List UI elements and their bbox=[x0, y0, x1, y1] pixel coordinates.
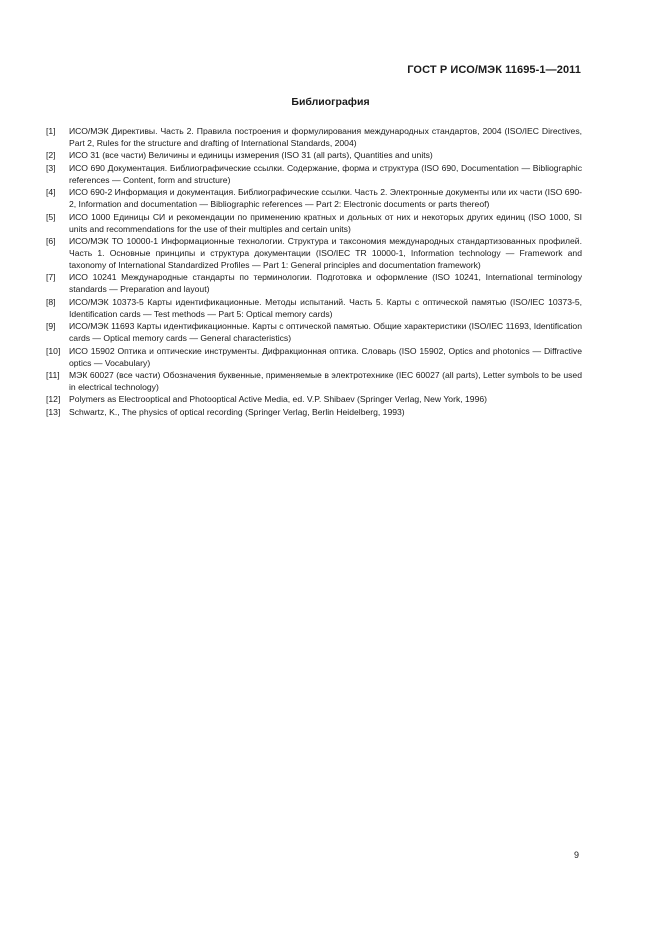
bibliography-item-number: [10] bbox=[46, 345, 61, 356]
bibliography-item bbox=[46, 149, 582, 161]
bibliography-item bbox=[46, 296, 582, 320]
bibliography-list bbox=[46, 125, 582, 418]
bibliography-item-number: [7] bbox=[46, 272, 56, 283]
bibliography-item bbox=[46, 162, 582, 186]
bibliography-item-text: Schwartz, K., The physics of optical recording (Springer Verlag, Berlin Heidelberg, 1993) bbox=[69, 406, 405, 417]
bibliography-item bbox=[46, 211, 582, 235]
bibliography-item-text: ИСО/МЭК 10373-5 Карты идентификационные. Методы испытаний. Часть 5. Карты с оптической памятью (ISO/IEC 10373-5, Identification cards — Test methods — Part 5: Optical memory cards) bbox=[69, 296, 582, 319]
bibliography-item bbox=[46, 406, 582, 418]
page-title: Библиография bbox=[291, 96, 370, 108]
bibliography-item-number: [8] bbox=[46, 296, 56, 307]
bibliography-item-text: МЭК 60027 (все части) Обозначения буквенные, применяемые в электротехнике (IEC 60027 (all parts), Letter symbols to be used in electrical technology) bbox=[69, 369, 582, 392]
bibliography-item bbox=[46, 369, 582, 393]
bibliography-item-text: ИСО 15902 Оптика и оптические инструменты. Дифракционная оптика. Словарь (ISO 15902, Optics and photonics — Diffractive optics — Vocabulary) bbox=[69, 345, 582, 368]
bibliography-item bbox=[46, 125, 582, 149]
bibliography-item bbox=[46, 393, 582, 405]
bibliography-item-text: ИСО 31 (все части) Величины и единицы измерения (ISO 31 (all parts), Quantities and units) bbox=[69, 150, 433, 161]
bibliography-item-text: Polymers as Electrooptical and Photooptical Active Media, ed. V.P. Shibaev (Springer Verlag, New York, 1996) bbox=[69, 394, 487, 405]
bibliography-item-number: [9] bbox=[46, 321, 56, 332]
bibliography-item-number: [5] bbox=[46, 211, 56, 222]
bibliography-item-number: [3] bbox=[46, 162, 56, 173]
bibliography-item bbox=[46, 320, 582, 344]
bibliography-item-text: ИСО 10241 Международные стандарты по терминологии. Подготовка и оформление (ISO 10241, International terminology standards — Preparation and layout) bbox=[69, 272, 582, 295]
bibliography-item-number: [6] bbox=[46, 235, 56, 246]
page-number: 9 bbox=[573, 850, 579, 860]
bibliography-item-number: [13] bbox=[46, 406, 61, 417]
bibliography-item bbox=[46, 345, 582, 369]
bibliography-item bbox=[46, 271, 582, 295]
bibliography-item-text: ИСО 690-2 Информация и документация. Библиографические ссылки. Часть 2. Электронные документы или их части (ISO 690-2, Information and documentation — Bibliographic references — Part 2: Electronic documents or parts thereof) bbox=[69, 187, 582, 210]
bibliography-item-number: [11] bbox=[46, 369, 60, 380]
bibliography-item bbox=[46, 235, 582, 271]
bibliography-item-number: [4] bbox=[46, 187, 56, 198]
bibliography-item-number: [1] bbox=[46, 126, 56, 136]
bibliography-item-text: ИСО/МЭК 11693 Карты идентификационные. Карты с оптической памятью. Общие характеристики (ISO/IEC 11693, Identification cards — Optical memory cards — General characteristics) bbox=[69, 321, 582, 344]
bibliography-item-text: ИСО 1000 Единицы СИ и рекомендации по применению кратных и дольных от них и некоторых других единиц (ISO 1000, SI units and recommendations for the use of their multiples and certain units) bbox=[69, 211, 582, 234]
bibliography-item-text: ИСО/МЭК Директивы. Часть 2. Правила построения и формулирования международных стандартов, 2004 (ISO/IEC Directives, Part 2, Rules for the structure and drafting of International Standards, 2004) bbox=[69, 126, 582, 148]
bibliography-item-text: ИСО/МЭК ТО 10000-1 Информационные технологии. Структура и таксономия международных стандартизованных профилей. Часть 1. Основные принципы и структура документации (ISO/IEC TR 10000-1, Information technology — Framework and taxonomy of International Standardized Profiles — Part 1: General principles and documentation framework) bbox=[69, 235, 582, 270]
bibliography-item-number: [12] bbox=[46, 394, 61, 405]
bibliography-item-number: [2] bbox=[46, 150, 56, 161]
bibliography-item-text: ИСО 690 Документация. Библиографические ссылки. Содержание, форма и структура (ISO 690, Documentation — Bibliographic references — Content, form and structure) bbox=[69, 162, 582, 185]
bibliography-item bbox=[46, 186, 582, 210]
document-standard-id: ГОСТ Р ИСО/МЭК 11695-1—2011 bbox=[407, 64, 581, 76]
